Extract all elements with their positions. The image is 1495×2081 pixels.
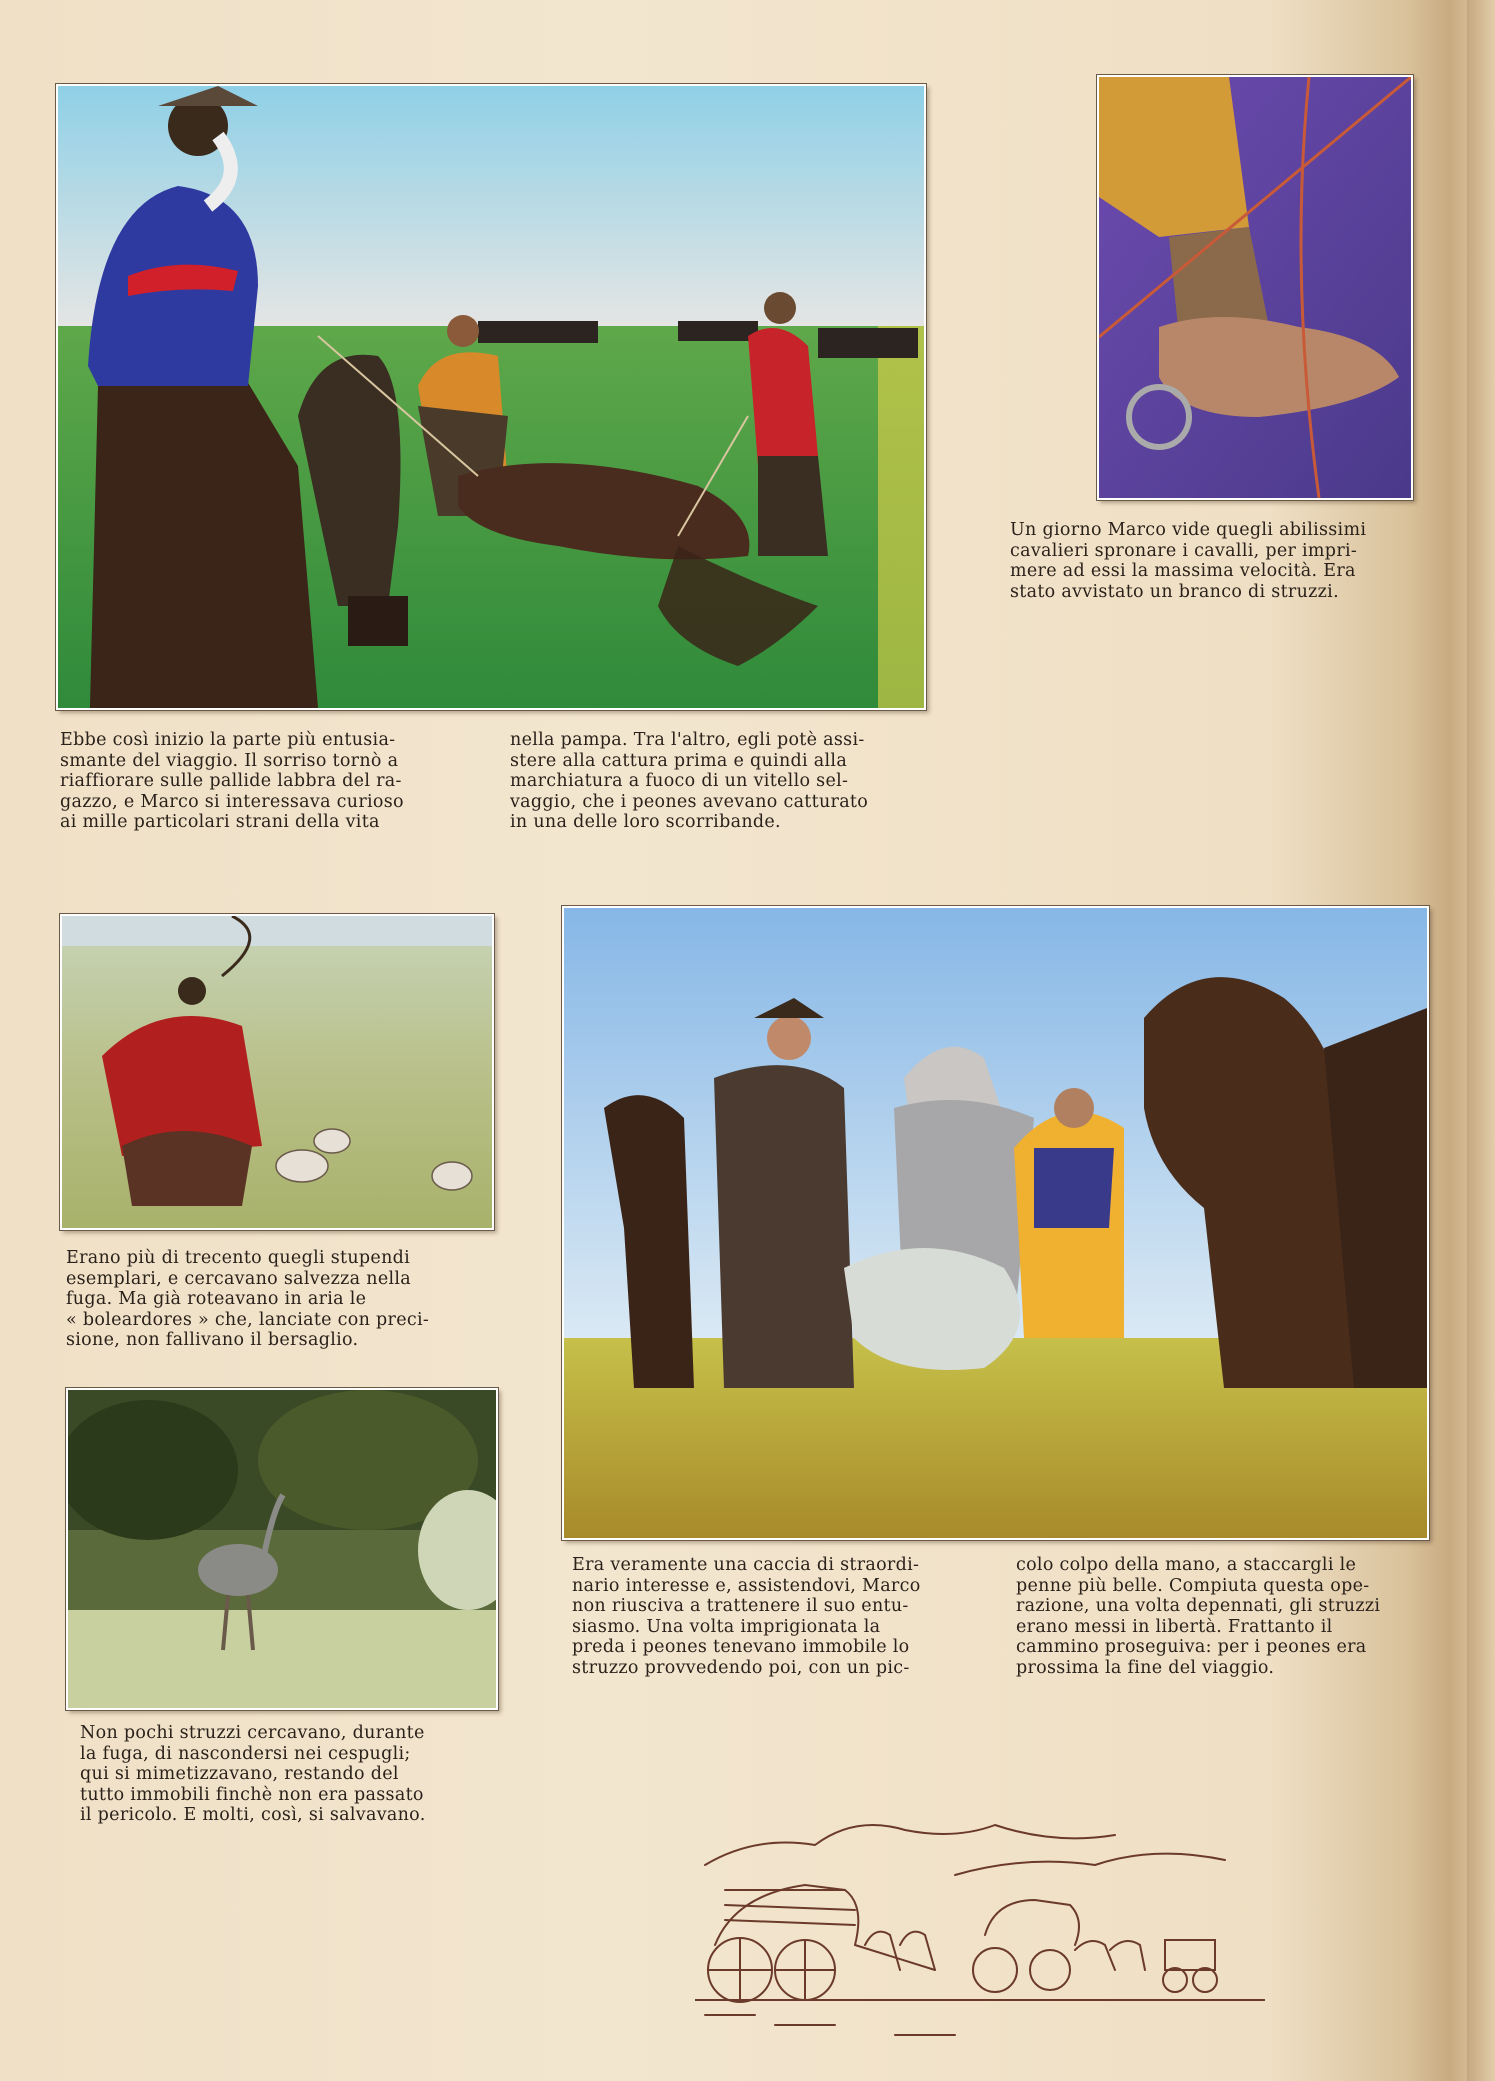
caption-line: vaggio, che i peones avevano catturato: [510, 791, 869, 812]
caption-line: Un giorno Marco vide quegli abilissimi: [1010, 520, 1367, 540]
caption-line: sione, non fallivano il bersaglio.: [66, 1330, 359, 1350]
caption-line: ai mille particolari strani della vita: [60, 812, 380, 832]
caption-branding-right: [510, 730, 920, 833]
photo-rhea-bushes: [66, 1388, 498, 1710]
caption-line: nario interesse e, assistendovi, Marco: [572, 1575, 921, 1596]
caption-line: cavalieri spronare i cavalli, per impri-: [1010, 540, 1358, 561]
caption-line: nella pampa. Tra l'altro, egli potè assi-: [510, 730, 865, 750]
gauchos-branding-calf-icon: [58, 86, 924, 708]
caption-line: colo colpo della mano, a staccargli le: [1016, 1555, 1357, 1575]
caption-line: qui si mimetizzavano, restando del: [80, 1764, 399, 1784]
caption-line: struzzo provvedendo poi, con un pic-: [572, 1657, 910, 1678]
caption-line: Ebbe così inizio la parte più entusia-: [60, 730, 396, 750]
caption-capture-left: [572, 1555, 982, 1678]
caption-spur: [1010, 520, 1405, 602]
caption-line: cammino proseguiva: per i peones era: [1016, 1637, 1367, 1657]
rhea-in-bushes-icon: [68, 1390, 496, 1708]
peones-holding-rhea-icon: [564, 908, 1427, 1538]
caption-line: fuga. Ma già roteavano in aria le: [66, 1289, 367, 1309]
caption-branding-left: [60, 730, 470, 833]
caption-line: penne più belle. Compiuta questa ope-: [1016, 1575, 1370, 1596]
covered-wagons-icon: [695, 1795, 1265, 2055]
photo-rider-ostriches: [60, 914, 494, 1230]
caption-capture-right: [1016, 1555, 1426, 1678]
wagon-caravan-illustration: [695, 1795, 1265, 2055]
caption-line: siasmo. Una volta imprigionata la: [572, 1616, 881, 1637]
spurred-boot-icon: [1099, 77, 1411, 498]
photo-spur-boot: [1097, 75, 1413, 500]
caption-line: riaffiorare sulle pallide labbra del ra-: [60, 771, 402, 791]
caption-line: esemplari, e cercavano salvezza nella: [66, 1268, 412, 1289]
caption-line: non riusciva a trattenere il suo entu-: [572, 1596, 909, 1616]
caption-bushes: [80, 1723, 495, 1826]
caption-line: gazzo, e Marco si interessava curioso: [60, 791, 404, 812]
caption-rider: [66, 1248, 476, 1351]
caption-line: Era veramente una caccia di straordi-: [572, 1555, 920, 1575]
caption-line: smante del viaggio. Il sorriso tornò a: [60, 750, 399, 771]
caption-line: razione, una volta depennati, gli struzzi: [1016, 1596, 1381, 1616]
caption-line: il pericolo. E molti, così, si salvavano.: [80, 1805, 426, 1825]
page-spine-shadow: [1467, 0, 1495, 2081]
caption-line: in una delle loro scorribande.: [510, 812, 781, 832]
caption-line: mere ad essi la massima velocità. Era: [1010, 561, 1356, 581]
caption-line: prossima la fine del viaggio.: [1016, 1657, 1275, 1678]
caption-line: Erano più di trecento quegli stupendi: [66, 1248, 411, 1268]
caption-line: preda i peones tenevano immobile lo: [572, 1637, 910, 1657]
caption-line: la fuga, di nascondersi nei cespugli;: [80, 1743, 411, 1764]
rider-chasing-rheas-icon: [62, 916, 492, 1228]
caption-line: marchiatura a fuoco di un vitello sel-: [510, 771, 849, 791]
caption-line: « boleardores » che, lanciate con preci-: [66, 1309, 430, 1330]
photo-cattle-branding: [56, 84, 926, 710]
caption-line: stato avvistato un branco di struzzi.: [1010, 581, 1339, 602]
caption-line: stere alla cattura prima e quindi alla: [510, 750, 848, 771]
caption-line: tutto immobili finchè non era passato: [80, 1784, 424, 1805]
photo-rhea-capture: [562, 906, 1429, 1540]
caption-line: Non pochi struzzi cercavano, durante: [80, 1723, 425, 1743]
caption-line: erano messi in libertà. Frattanto il: [1016, 1616, 1333, 1637]
